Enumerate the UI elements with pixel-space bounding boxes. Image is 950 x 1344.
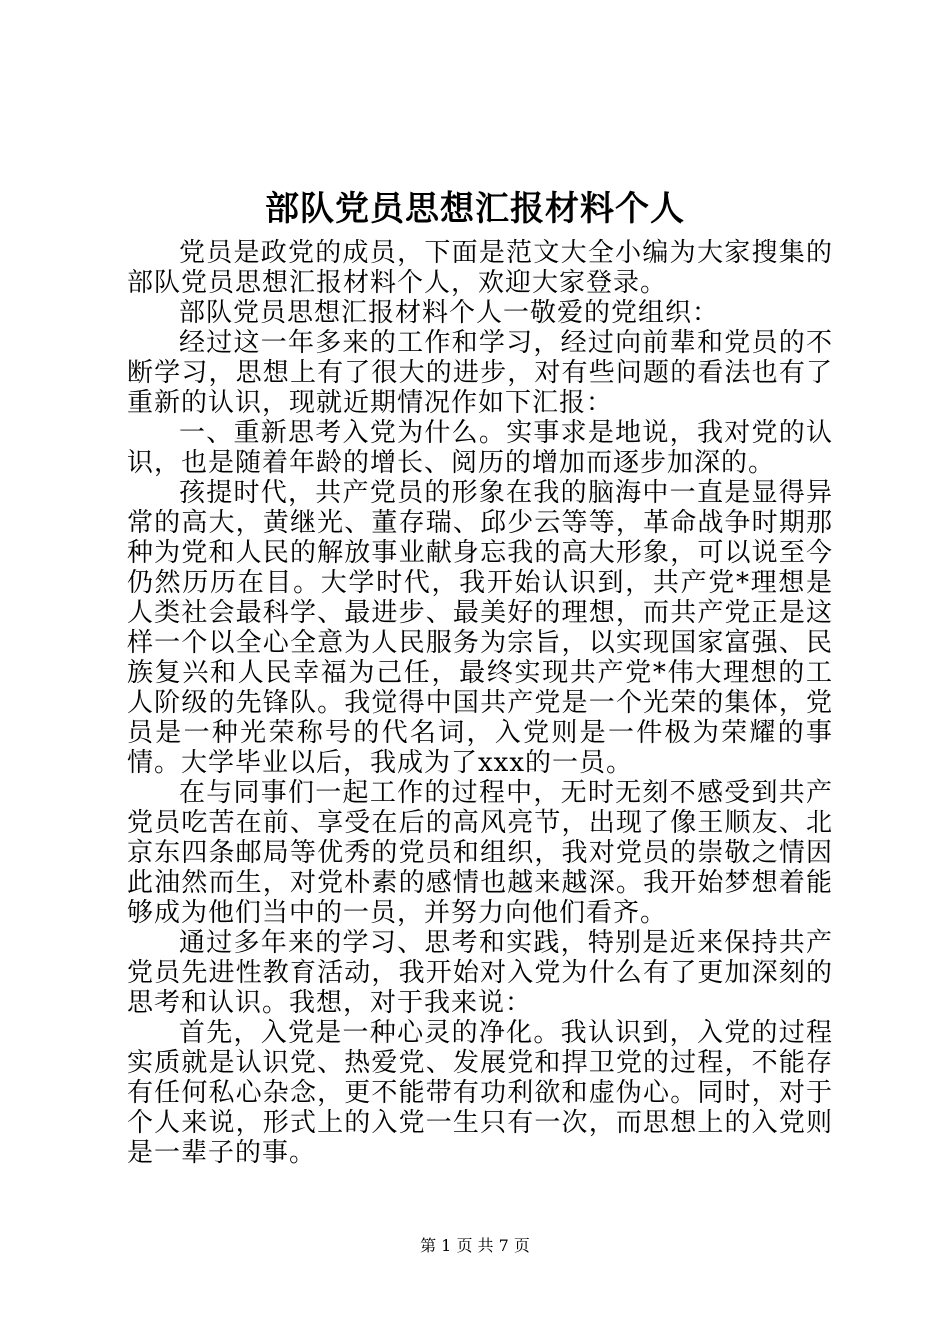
paragraph-intro: 党员是政党的成员，下面是范文大全小编为大家搜集的部队党员思想汇报材料个人，欢迎大家登录。 <box>127 238 833 298</box>
paragraph-opening: 经过这一年多来的工作和学习，经过向前辈和党员的不断学习，思想上有了很大的进步，对有些问题的看法也有了重新的认识，现就近期情况作如下汇报： <box>127 328 833 418</box>
page-number-footer: 第 1 页 共 7 页 <box>420 1236 530 1255</box>
paragraph-study: 通过多年来的学习、思考和实践，特别是近来保持共产党员先进性教育活动，我开始对入党为什么有了更加深刻的思考和认识。我想，对于我来说： <box>127 928 833 1018</box>
document-body <box>127 238 833 1168</box>
paragraph-first: 首先，入党是一种心灵的净化。我认识到，入党的过程实质就是认识党、热爱党、发展党和捍卫党的过程，不能存有任何私心杂念，更不能带有功利欲和虚伪心。同时，对于个人来说，形式上的入党一生只有一次，而思想上的入党则是一辈子的事。 <box>127 1018 833 1168</box>
paragraph-salutation: 部队党员思想汇报材料个人一敬爱的党组织： <box>179 298 720 328</box>
document-title: 部队党员思想汇报材料个人 <box>265 189 685 229</box>
paragraph-colleagues: 在与同事们一起工作的过程中，无时无刻不感受到共产党员吃苦在前、享受在后的高风亮节，出现了像王顺友、北京东四条邮局等优秀的党员和组织，我对党员的崇敬之情因此油然而生，对党朴素的感情也越来越深。我开始梦想着能够成为他们当中的一员，并努力向他们看齐。 <box>127 778 833 928</box>
paragraph-section-one: 一、重新思考入党为什么。实事求是地说，我对党的认识，也是随着年龄的增长、阅历的增加而逐步加深的。 <box>127 418 833 478</box>
paragraph-childhood: 孩提时代，共产党员的形象在我的脑海中一直是显得异常的高大，黄继光、董存瑞、邱少云等等，革命战争时期那种为党和人民的解放事业献身忘我的高大形象，可以说至今仍然历历在目。大学时代，我开始认识到，共产党*理想是人类社会最科学、最进步、最美好的理想，而共产党正是这样一个以全心全意为人民服务为宗旨，以实现国家富强、民族复兴和人民幸福为己任，最终实现共产党*伟大理想的工人阶级的先锋队。我觉得中国共产党是一个光荣的集体，党员是一种光荣称号的代名词，入党则是一件极为荣耀的事情。大学毕业以后，我成为了xxx的一员。 <box>127 478 833 778</box>
